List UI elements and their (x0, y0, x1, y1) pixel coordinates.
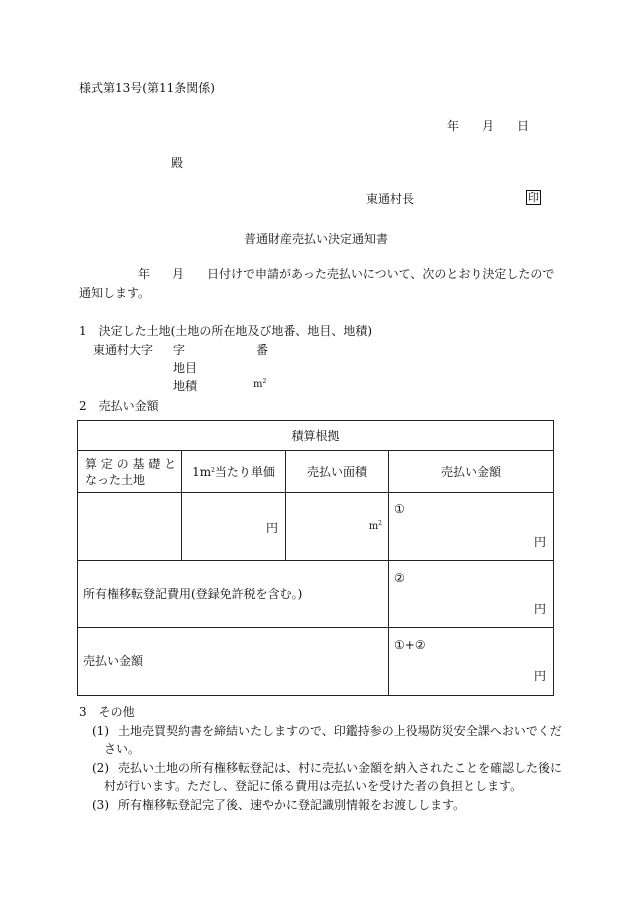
form-number: 様式第13号(第11条関係) (79, 81, 215, 95)
sale-area-unit: $m^2$ (368, 520, 382, 532)
section2-heading: 2 売払い金額 (79, 399, 159, 413)
item3-number: (3) (92, 798, 109, 812)
sale-amount-yen: 円 (534, 535, 547, 549)
total-label-cell (78, 628, 389, 696)
intro-year: 年 (138, 267, 151, 281)
item3-line1: 所有権移転登記完了後、速やかに登記識別情報をお渡しします。 (118, 798, 466, 812)
col-header-unit-price: $1m^2$当たり単価 (182, 451, 286, 493)
section1-heading: 1 決定した土地(土地の所在地及び地番、地目、地積) (79, 324, 373, 338)
item2-line1: 売払い土地の所有権移転登記は、村に売払い金額を納入されたことを確認した後に (118, 761, 563, 775)
calculation-table (77, 420, 554, 696)
unit-price-yen: 円 (265, 521, 278, 535)
intro-text-line2: 通知します。 (79, 286, 151, 300)
date-month: 月 (482, 119, 495, 133)
table-header-basis: 積算根拠 (78, 421, 554, 451)
item2-number: (2) (92, 761, 109, 775)
col-header-sale-amount: 売払い金額 (389, 451, 554, 493)
registration-cost-label: 所有権移転登記費用(登録免許税を含む。) (83, 587, 303, 601)
cell-sale-amount (389, 493, 554, 561)
cell-total (389, 628, 554, 696)
land-chimoku: 地目 (173, 361, 198, 375)
date-day: 日 (517, 119, 530, 133)
land-aza: 字 (173, 343, 186, 357)
mark-1: ① (394, 502, 405, 516)
item1-line2: さい。 (104, 742, 141, 756)
cell-base-land (78, 493, 182, 561)
col-header-base-land: 算 定 の 基 礎 と なった土地 (78, 451, 182, 493)
intro-month: 月 (172, 267, 185, 281)
registration-cost-yen: 円 (534, 602, 547, 616)
issuer-title: 東通村長 (366, 192, 415, 206)
section3-heading: 3 その他 (79, 705, 135, 719)
total-label: 売払い金額 (83, 654, 144, 668)
registration-cost-label-cell (78, 561, 389, 628)
seal-box: 印 (528, 191, 539, 204)
cell-unit-price (182, 493, 286, 561)
land-ban: 番 (256, 343, 269, 357)
addressee-suffix: 殿 (171, 156, 184, 170)
mark-total: ①+② (394, 638, 426, 652)
land-village: 東通村大字 (93, 343, 154, 357)
item2-line2: 村が行います。ただし、登記に係る費用は売払いを受けた者の負担とします。 (104, 779, 523, 793)
mark-2: ② (394, 571, 405, 585)
intro-text-line1: 日付けで申請があった売払いについて、次のとおり決定したので (207, 267, 555, 281)
land-area-unit: $m^2$ (253, 378, 267, 390)
cell-sale-area (286, 493, 389, 561)
total-yen: 円 (534, 669, 547, 683)
document-title: 普通財産売払い決定通知書 (244, 232, 389, 246)
land-chiseki: 地積 (173, 379, 198, 393)
item1-number: (1) (92, 724, 109, 738)
cell-registration-cost (389, 561, 554, 628)
item1-line1: 土地売買契約書を締結いたしますので、印鑑持参の上役場防災安全課へおいでくだ (118, 724, 562, 738)
col-header-sale-area: 売払い面積 (286, 451, 389, 493)
date-year: 年 (447, 119, 460, 133)
